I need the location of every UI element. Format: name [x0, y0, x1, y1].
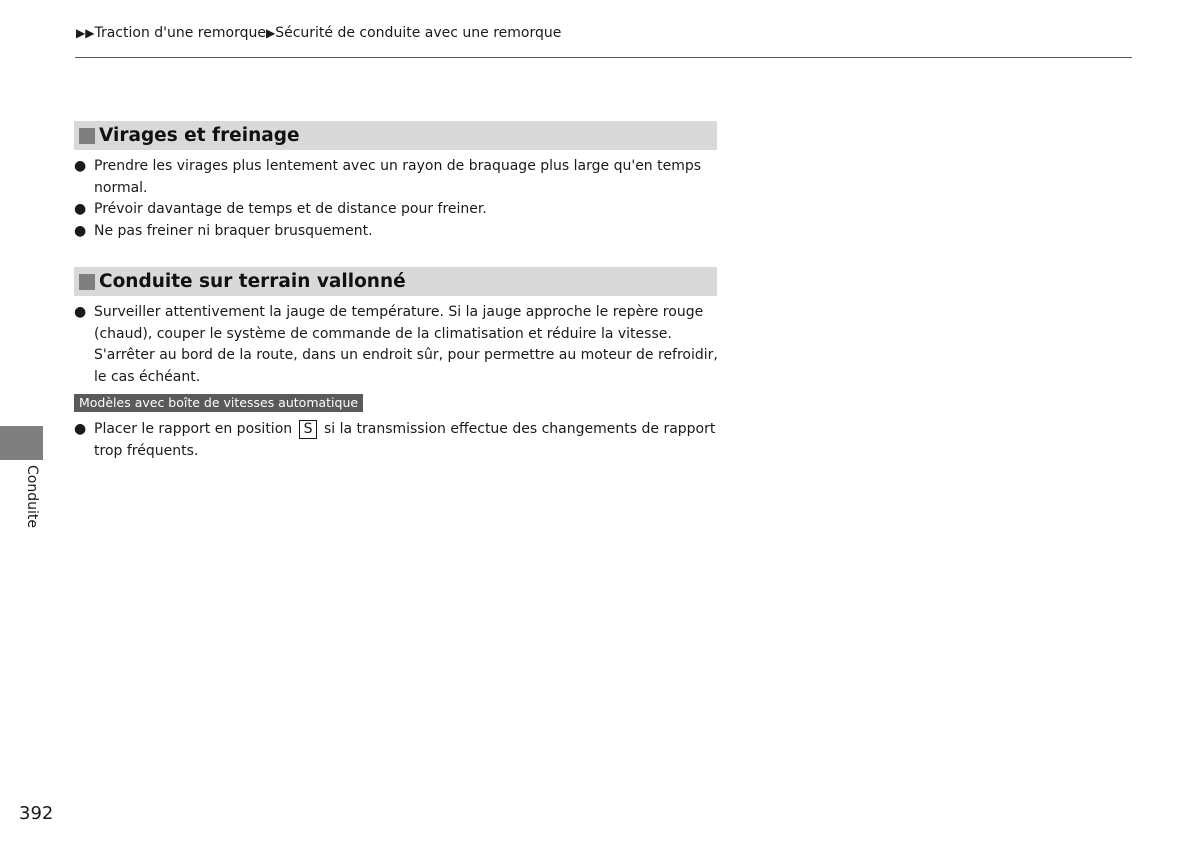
breadcrumb: [76, 25, 561, 41]
bullet-list-virages: [74, 156, 719, 242]
gear-s-indicator: S: [299, 420, 318, 439]
section-square-icon: [79, 274, 95, 290]
section-title: Conduite sur terrain vallonné: [99, 271, 406, 292]
section-title: Virages et freinage: [99, 125, 300, 146]
list-item: ● Placer le rapport en position S si la transmission effectue des changements de rapport trop fréquents.: [74, 421, 716, 459]
page-number: 392: [19, 803, 54, 824]
section-square-icon: [79, 128, 95, 144]
arrow-icon: ▶: [265, 26, 276, 40]
double-arrow-icon: ▶▶: [76, 26, 95, 40]
bullet-icon: ●: [74, 304, 87, 320]
bullet-list-terrain: [74, 302, 719, 388]
bullet-icon: ●: [74, 201, 87, 217]
list-item: ● Ne pas freiner ni braquer brusquement.: [74, 221, 719, 243]
section-header-virages: [74, 121, 717, 150]
model-label: Modèles avec boîte de vitesses automatique: [74, 394, 363, 412]
header-divider: [75, 57, 1132, 58]
chapter-tab-label: Conduite: [24, 465, 40, 528]
list-item: ● Prévoir davantage de temps et de distance pour freiner.: [74, 199, 719, 221]
section-header-terrain: [74, 267, 717, 296]
breadcrumb-item-traction[interactable]: Traction d'une remorque: [94, 25, 266, 41]
chapter-tab[interactable]: [0, 426, 43, 460]
bullet-icon: ●: [74, 222, 87, 239]
bullet-list-automatic: [74, 419, 719, 462]
bullet-icon: ●: [74, 158, 87, 174]
breadcrumb-item-securite[interactable]: Sécurité de conduite avec une remorque: [275, 25, 562, 41]
list-item: ● Prendre les virages plus lentement avec un rayon de braquage plus large qu'en temps normal.: [74, 158, 702, 196]
list-item: ● Surveiller attentivement la jauge de température. Si la jauge approche le repère rouge (chaud), couper le système de commande de la climatisation et réduire la vitesse. S'arrêter au bord de la route, dans un endroit sûr, pour permettre au moteur de refroidir, le cas échéant.: [74, 304, 718, 385]
bullet-icon: ●: [74, 421, 87, 437]
